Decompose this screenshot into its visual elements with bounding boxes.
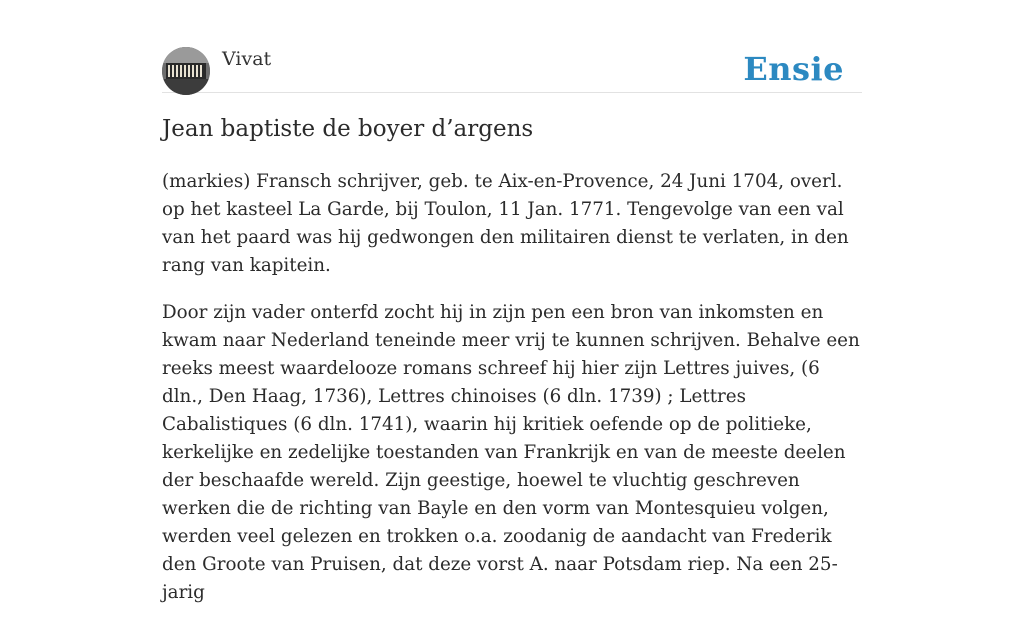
paragraph: Door zijn vader onterfd zocht hij in zijn pen een bron van inkomsten en kwam naar Nederland teneinde meer vrij te kunnen schrijven. Behalve een reeks meest waardelooze romans schreef hij hier zijn Lettres juives, (6 dln., Den Haag, 1736), Lettres chinoises (6 dln. 1739) ; Lettres Cabalistiques (6 dln. 1741), waarin hij kritiek oefende op de politieke, kerkelijke en zedelijke toestanden van Frankrijk en van de meeste deelen der beschaafde wereld. Zijn geestige, hoewel te vluchtig geschreven werken die de richting van Bayle en den vorm van Montesquieu volgen, werden veel gelezen en trokken o.a. zoodanig de aandacht van Frederik den Groote van Pruisen, dat deze vorst A. naar Potsdam riep. Na een 25-jarig [162,302,860,603]
avatar-image [162,47,210,95]
user-avatar[interactable] [162,47,210,95]
article-body [162,168,862,626]
brand-logo[interactable]: Ensie [743,50,844,88]
header [162,46,862,93]
article-title: Jean baptiste de boyer d’argens [162,116,534,142]
paragraph: (markies) Fransch schrijver, geb. te Aix-en-Provence, 24 Juni 1704, overl. op het kasteel La Garde, bij Toulon, 11 Jan. 1771. Tengevolge van een val van het paard was hij gedwongen den militairen dienst te verlaten, in den rang van kapitein. [162,171,849,276]
username[interactable]: Vivat [222,48,272,70]
